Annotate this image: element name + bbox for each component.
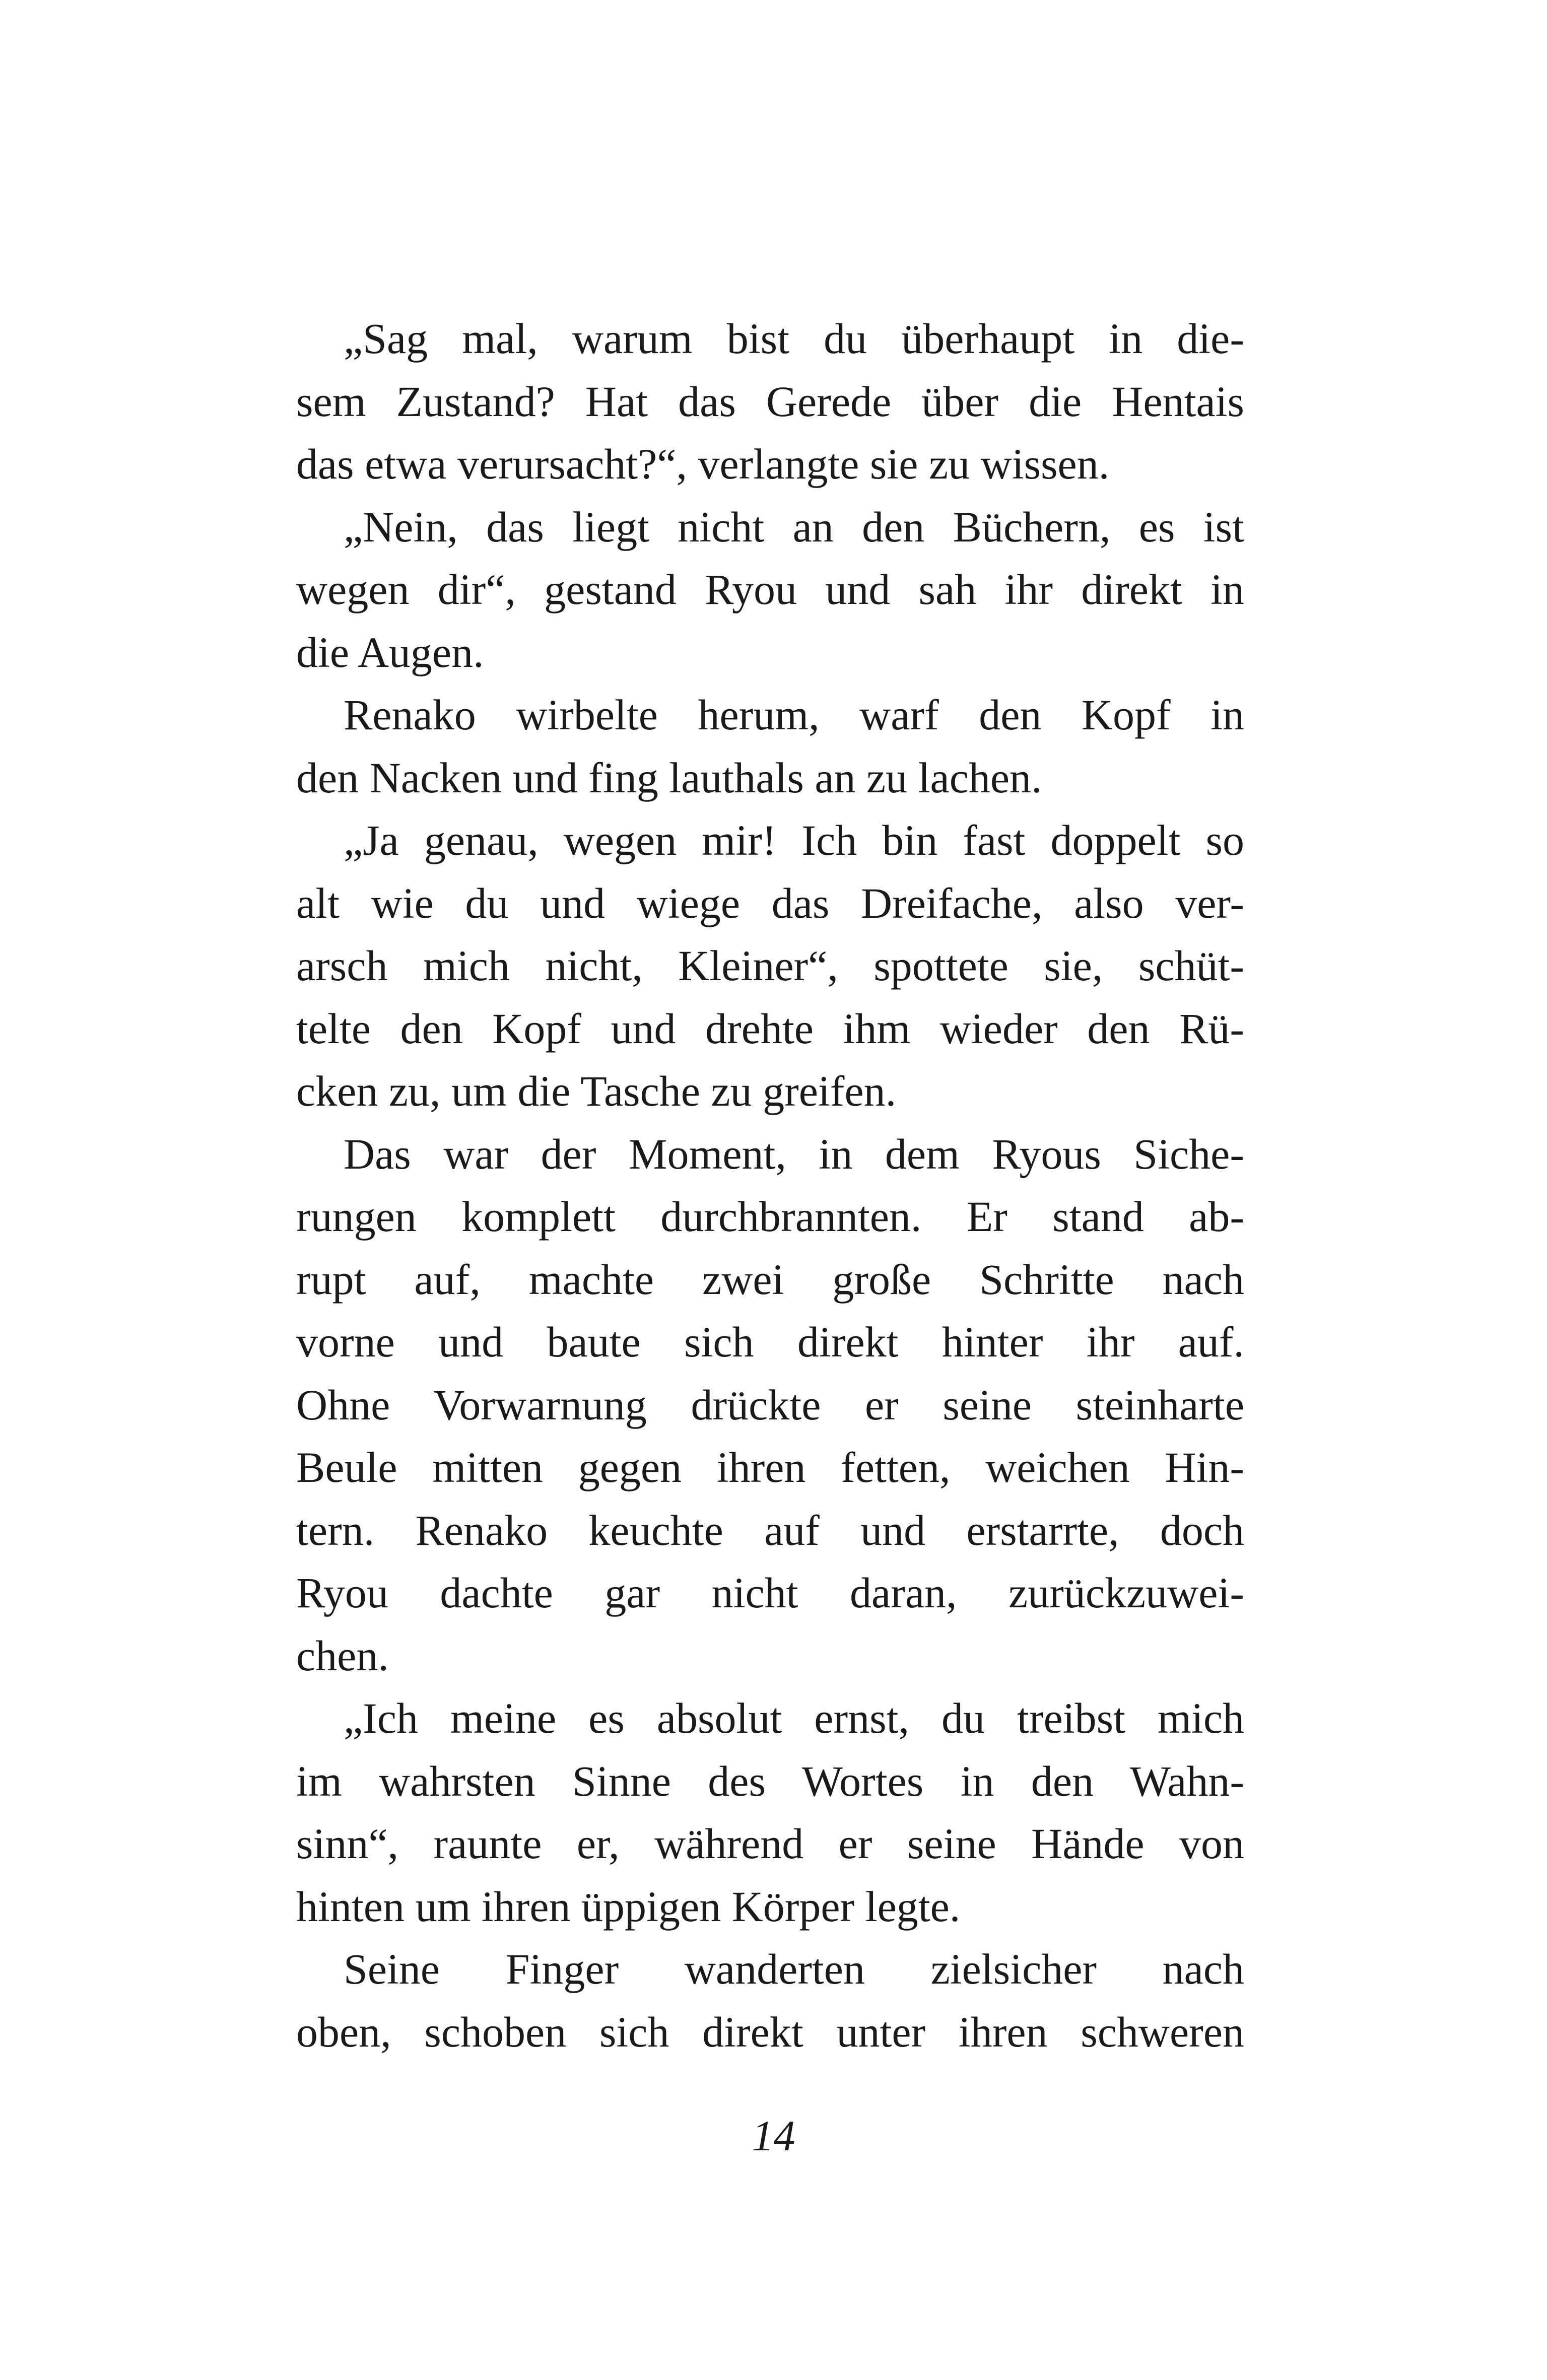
text-line: hinten um ihren üppigen Körper legte. xyxy=(296,1882,961,1931)
text-line: sem Zustand? Hat das Gerede über die Hentais xyxy=(296,377,1244,426)
text-line: vorne und baute sich direkt hinter ihr auf. xyxy=(296,1318,1244,1366)
text-line: alt wie du und wiege das Dreifache, also ver- xyxy=(296,878,1244,927)
text-line: oben, schoben sich direkt unter ihren schweren xyxy=(296,2007,1244,2056)
page-number: 14 xyxy=(752,2112,795,2160)
text-line: im wahrsten Sinne des Wortes in den Wahn- xyxy=(296,1756,1244,1805)
text-line: Renako wirbelte herum, warf den Kopf in xyxy=(344,691,1244,739)
text-line: „Ich meine es absolut ernst, du treibst mich xyxy=(344,1694,1244,1742)
text-line: telte den Kopf und drehte ihm wieder den Rü- xyxy=(296,1004,1244,1053)
text-line: sinn“, raunte er, während er seine Hände von xyxy=(296,1819,1244,1868)
text-line: „Sag mal, warum bist du überhaupt in die- xyxy=(344,314,1244,363)
text-line: das etwa verursacht?“, verlangte sie zu wissen. xyxy=(296,440,1110,488)
text-line: Ohne Vorwarnung drückte er seine steinharte xyxy=(296,1380,1244,1429)
text-line: chen. xyxy=(296,1631,389,1680)
text-line: Seine Finger wanderten zielsicher nach xyxy=(344,1945,1244,1993)
text-line: „Ja genau, wegen mir! Ich bin fast doppelt so xyxy=(344,816,1244,864)
text-line: den Nacken und fing lauthals an zu lachen. xyxy=(296,753,1042,802)
text-line: „Nein, das liegt nicht an den Büchern, es ist xyxy=(344,502,1244,551)
text-line: Das war der Moment, in dem Ryous Siche- xyxy=(344,1129,1244,1178)
body-text xyxy=(296,307,1244,2063)
text-line: Beule mitten gegen ihren fetten, weichen Hin- xyxy=(296,1443,1244,1491)
text-line: arsch mich nicht, Kleiner“, spottete sie, schüt- xyxy=(296,941,1244,990)
text-line: wegen dir“, gestand Ryou und sah ihr direkt in xyxy=(296,565,1244,614)
text-line: cken zu, um die Tasche zu greifen. xyxy=(296,1067,897,1115)
text-line: Ryou dachte gar nicht daran, zurückzuwei- xyxy=(296,1569,1244,1617)
text-line: rungen komplett durchbrannten. Er stand ab- xyxy=(296,1192,1244,1241)
text-line: die Augen. xyxy=(296,628,484,676)
text-line: tern. Renako keuchte auf und erstarrte, doch xyxy=(296,1506,1244,1554)
text-line: rupt auf, machte zwei große Schritte nach xyxy=(296,1255,1244,1304)
